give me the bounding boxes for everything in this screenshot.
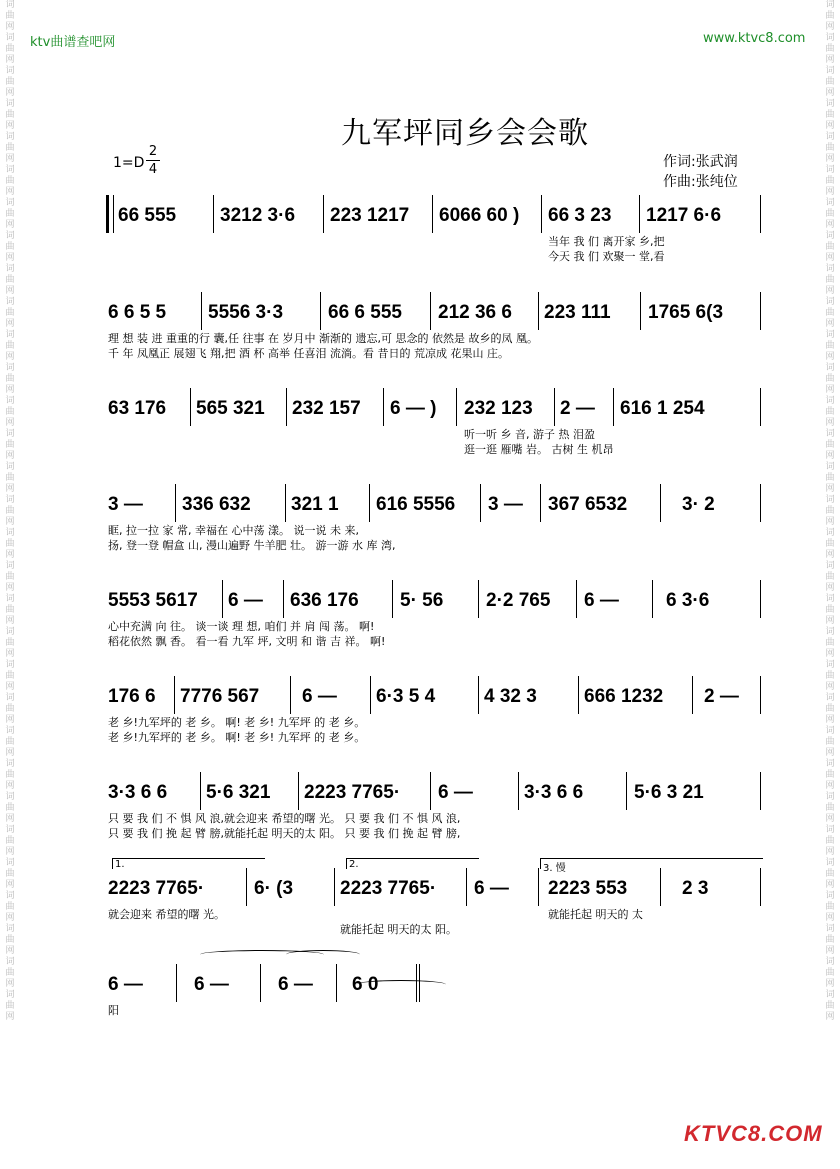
bar-line bbox=[538, 292, 539, 330]
score-row bbox=[108, 205, 768, 263]
site-logo bbox=[684, 1121, 823, 1147]
lyrics-verse-1 bbox=[108, 522, 768, 537]
volta-third-ending: 3. 慢 bbox=[540, 858, 763, 869]
bar-line bbox=[480, 484, 481, 522]
bar-line bbox=[190, 388, 191, 426]
bar-line bbox=[430, 292, 431, 330]
note-group: 5· 56 bbox=[400, 590, 444, 611]
bar-line bbox=[554, 388, 555, 426]
note-group: 6 — bbox=[302, 686, 337, 707]
lyric-text: 眶, 拉一拉 家 常, 幸福在 心中荡 漾。 说一说 未 来, bbox=[108, 524, 359, 537]
bar-line bbox=[260, 964, 261, 1002]
note-group: 6 — bbox=[474, 878, 509, 899]
bar-line bbox=[639, 195, 640, 233]
bar-line bbox=[370, 676, 371, 714]
site-url-header[interactable]: www.ktvc8.com bbox=[703, 31, 806, 46]
bar-line bbox=[336, 964, 337, 1002]
lyric-text: 只 要 我 们 不 惧 风 浪,就会迎来 希望的曙 光。 只 要 我 们 不 惧 风 浪, bbox=[108, 812, 461, 825]
note-group: 212 36 6 bbox=[438, 302, 512, 323]
lyric-text: 扬, 登一登 帽盒 山, 漫山遍野 牛羊肥 壮。 游一游 水 库 湾, bbox=[108, 539, 396, 552]
score-row bbox=[108, 494, 768, 552]
repeat-start-bar bbox=[106, 195, 109, 233]
score-row bbox=[108, 782, 768, 840]
note-group: 3212 3·6 bbox=[220, 205, 296, 226]
lyric-text: 理 想 装 进 重重的行 囊,任 往事 在 岁月中 渐渐的 遗忘,可 思念的 依然是 故乡的凤 凰。 bbox=[108, 332, 538, 345]
lyrics-verse-2 bbox=[108, 825, 768, 840]
time-signature-top: 2 bbox=[148, 144, 158, 159]
bar-line bbox=[430, 772, 431, 810]
bar-line bbox=[432, 195, 433, 233]
bar-line bbox=[652, 580, 653, 618]
composer: 作曲:张纯位 bbox=[663, 174, 738, 190]
key-signature: 1=D bbox=[113, 155, 145, 171]
credits bbox=[663, 152, 738, 192]
bar-line bbox=[660, 868, 661, 906]
note-group: 2 3 bbox=[682, 878, 709, 899]
bar-line bbox=[760, 388, 761, 426]
lyrics-verse-1 bbox=[108, 618, 768, 633]
right-watermark-strip: 词曲网词曲网词曲网词曲网词曲网词曲网词曲网词曲网词曲网词曲网词曲网词曲网词曲网词曲网词曲网词曲网词曲网词曲网词曲网词曲网词曲网词曲网词曲网词曲网词曲网词曲网词曲网词曲网词曲网词曲网词曲网 bbox=[825, 0, 835, 1022]
bar-line bbox=[222, 580, 223, 618]
note-group: 5·6 3 21 bbox=[634, 782, 704, 803]
lyric-text: 千 年 凤凰正 展翅飞 翔,把 酒 杯 高举 任喜泪 流淌。看 昔日的 荒凉成 花果山 庄。 bbox=[108, 347, 509, 360]
bar-line bbox=[466, 868, 467, 906]
note-group: 336 632 bbox=[182, 494, 251, 515]
note-group: 3·3 6 6 bbox=[524, 782, 584, 803]
note-group: 3 — bbox=[488, 494, 523, 515]
note-group: 367 6532 bbox=[548, 494, 628, 515]
time-signature bbox=[146, 144, 160, 177]
lyrics-verse-1 bbox=[108, 330, 768, 345]
bar-line bbox=[478, 676, 479, 714]
note-group: 616 5556 bbox=[376, 494, 456, 515]
note-group: 6 — bbox=[108, 974, 143, 995]
lyric-text: 逛一逛 雁嘴 岩。 古树 生 机昂 bbox=[464, 443, 614, 456]
lyrics-verse-2 bbox=[108, 248, 768, 263]
notes-line bbox=[108, 494, 768, 522]
lyrics-verse-2 bbox=[108, 633, 768, 648]
note-group: 3·3 6 6 bbox=[108, 782, 168, 803]
bar-line bbox=[113, 195, 114, 233]
note-group: 1217 6·6 bbox=[646, 205, 722, 226]
note-group: 6 3·6 bbox=[666, 590, 710, 611]
bar-line bbox=[692, 676, 693, 714]
bar-line bbox=[760, 484, 761, 522]
lyric-text: 就会迎来 希望的曙 光。 bbox=[108, 908, 225, 921]
slur bbox=[356, 980, 446, 989]
note-group: 6 — bbox=[584, 590, 619, 611]
lyric-text: 老 乡!九军坪的 老 乡。 啊! 老 乡! 九军坪 的 老 乡。 bbox=[108, 716, 366, 729]
bar-line bbox=[246, 868, 247, 906]
score-row bbox=[108, 398, 768, 456]
left-watermark-strip: 词曲网词曲网词曲网词曲网词曲网词曲网词曲网词曲网词曲网词曲网词曲网词曲网词曲网词曲网词曲网词曲网词曲网词曲网词曲网词曲网词曲网词曲网词曲网词曲网词曲网词曲网词曲网词曲网词曲网词曲网词曲网 bbox=[5, 0, 15, 1022]
site-name-header[interactable]: ktv曲谱查吧网 bbox=[30, 35, 116, 50]
bar-line bbox=[456, 388, 457, 426]
note-group: 5556 3·3 bbox=[208, 302, 284, 323]
bar-line bbox=[369, 484, 370, 522]
slur bbox=[286, 950, 360, 959]
bar-line bbox=[286, 388, 287, 426]
bar-line bbox=[383, 388, 384, 426]
lyric-text: 老 乡!九军坪的 老 乡。 啊! 老 乡! 九军坪 的 老 乡。 bbox=[108, 731, 366, 744]
volta-second-ending: 2. bbox=[346, 858, 479, 869]
bar-line bbox=[760, 772, 761, 810]
lyrics-verse-1 bbox=[108, 426, 768, 441]
bar-line bbox=[334, 868, 335, 906]
note-group: 565 321 bbox=[196, 398, 265, 419]
note-group: 636 176 bbox=[290, 590, 359, 611]
note-group: 2223 553 bbox=[548, 878, 628, 899]
notes-line bbox=[108, 686, 768, 714]
note-group: 3 — bbox=[108, 494, 143, 515]
bar-line bbox=[660, 484, 661, 522]
lyrics-verse-2 bbox=[108, 729, 768, 744]
lyric-text: 只 要 我 们 挽 起 臂 膀,就能托起 明天的太 阳。 只 要 我 们 挽 起 臂 膀, bbox=[108, 827, 461, 840]
lyric-text: 就能托起 明天的太 阳。 bbox=[340, 923, 457, 936]
volta-first-ending: 1. bbox=[112, 858, 265, 869]
note-group: 232 157 bbox=[292, 398, 361, 419]
lyrics-verse-2 bbox=[108, 537, 768, 552]
lyrics-verse-2 bbox=[108, 345, 768, 360]
bar-line bbox=[541, 195, 542, 233]
song-title: 九军坪同乡会会歌 bbox=[341, 116, 589, 151]
bar-line bbox=[640, 292, 641, 330]
bar-line bbox=[285, 484, 286, 522]
note-group: 6 — bbox=[194, 974, 229, 995]
note-group: 6 6 5 5 bbox=[108, 302, 167, 323]
lyric-text: 心中充满 向 往。 谈一谈 理 想, 咱们 并 肩 闯 荡。 啊! bbox=[108, 620, 375, 633]
note-group: 6 — bbox=[438, 782, 473, 803]
lyrics-verse-2 bbox=[108, 1017, 768, 1032]
notes-line bbox=[108, 398, 768, 426]
time-signature-bottom: 4 bbox=[148, 162, 158, 177]
lyric-text: 当年 我 们 离开家 乡,把 bbox=[548, 235, 665, 248]
bar-line bbox=[298, 772, 299, 810]
note-group: 321 1 bbox=[291, 494, 339, 515]
lyrics-verse-2 bbox=[108, 921, 768, 936]
bar-line bbox=[613, 388, 614, 426]
notes-line bbox=[108, 782, 768, 810]
bar-line bbox=[760, 580, 761, 618]
note-group: 7776 567 bbox=[180, 686, 260, 707]
note-group: 232 123 bbox=[464, 398, 533, 419]
bar-line bbox=[175, 484, 176, 522]
note-group: 2223 7765· bbox=[108, 878, 205, 899]
lyric-text: 阳 bbox=[108, 1004, 119, 1017]
note-group: 2223 7765· bbox=[340, 878, 437, 899]
note-group: 6 — bbox=[278, 974, 313, 995]
bar-line bbox=[538, 868, 539, 906]
score-row bbox=[108, 686, 768, 744]
bar-line bbox=[578, 676, 579, 714]
bar-line bbox=[290, 676, 291, 714]
lyrics-verse-1 bbox=[108, 714, 768, 729]
score-row bbox=[108, 878, 768, 936]
bar-line bbox=[176, 964, 177, 1002]
note-group: 66 555 bbox=[118, 205, 177, 226]
bar-line bbox=[320, 292, 321, 330]
bar-line bbox=[174, 676, 175, 714]
notes-line bbox=[108, 302, 768, 330]
lyricist: 作词:张武润 bbox=[663, 154, 738, 170]
note-group: 223 111 bbox=[544, 302, 611, 323]
note-group: 6 — ) bbox=[390, 398, 437, 419]
note-group: 1765 6(3 bbox=[648, 302, 724, 323]
note-group: 66 6 555 bbox=[328, 302, 402, 323]
note-group: 2 — bbox=[560, 398, 595, 419]
lyric-text: 稻花依然 飘 香。 看一看 九军 坪, 文明 和 谐 吉 祥。 啊! bbox=[108, 635, 386, 648]
lyrics-verse-1 bbox=[108, 1002, 768, 1017]
lyric-text: 听一听 乡 音, 游子 热 泪盈 bbox=[464, 428, 595, 441]
bar-line bbox=[213, 195, 214, 233]
note-group: 2223 7765· bbox=[304, 782, 401, 803]
notes-line bbox=[108, 878, 768, 906]
note-group: 5553 5617 bbox=[108, 590, 198, 611]
bar-line bbox=[200, 772, 201, 810]
score-row bbox=[108, 302, 768, 360]
note-group: 6 0 bbox=[352, 974, 379, 995]
bar-line bbox=[576, 580, 577, 618]
note-group: 2 — bbox=[704, 686, 739, 707]
notes-line bbox=[108, 205, 768, 233]
bar-line bbox=[323, 195, 324, 233]
bar-line bbox=[626, 772, 627, 810]
bar-line bbox=[518, 772, 519, 810]
score-row bbox=[108, 590, 768, 648]
note-group: 63 176 bbox=[108, 398, 167, 419]
note-group: 6· (3 bbox=[254, 878, 294, 899]
note-group: 616 1 254 bbox=[620, 398, 705, 419]
lyrics-verse-1 bbox=[108, 810, 768, 825]
note-group: 176 6 bbox=[108, 686, 156, 707]
bar-line bbox=[283, 580, 284, 618]
note-group: 6 — bbox=[228, 590, 263, 611]
bar-line bbox=[201, 292, 202, 330]
bar-line bbox=[478, 580, 479, 618]
lyrics-verse-1 bbox=[108, 233, 768, 248]
time-signature-line bbox=[146, 160, 160, 161]
note-group: 223 1217 bbox=[330, 205, 410, 226]
note-group: 5·6 321 bbox=[206, 782, 271, 803]
bar-line bbox=[760, 292, 761, 330]
note-group: 3· 2 bbox=[682, 494, 715, 515]
lyrics-verse-2 bbox=[108, 441, 768, 456]
lyric-text: 今天 我 们 欢聚一 堂,看 bbox=[548, 250, 665, 263]
note-group: 6066 60 ) bbox=[439, 205, 520, 226]
bar-line bbox=[760, 195, 761, 233]
logo-text: KTVC8.COM bbox=[684, 1121, 823, 1146]
bar-line bbox=[540, 484, 541, 522]
bar-line bbox=[392, 580, 393, 618]
bar-line bbox=[760, 676, 761, 714]
note-group: 6·3 5 4 bbox=[376, 686, 436, 707]
bar-line bbox=[760, 868, 761, 906]
note-group: 4 32 3 bbox=[484, 686, 537, 707]
note-group: 666 1232 bbox=[584, 686, 664, 707]
note-group: 66 3 23 bbox=[548, 205, 612, 226]
note-group: 2·2 765 bbox=[486, 590, 551, 611]
lyric-text: 就能托起 明天的 太 bbox=[548, 908, 643, 921]
notes-line bbox=[108, 590, 768, 618]
lyrics-verse-1 bbox=[108, 906, 768, 921]
